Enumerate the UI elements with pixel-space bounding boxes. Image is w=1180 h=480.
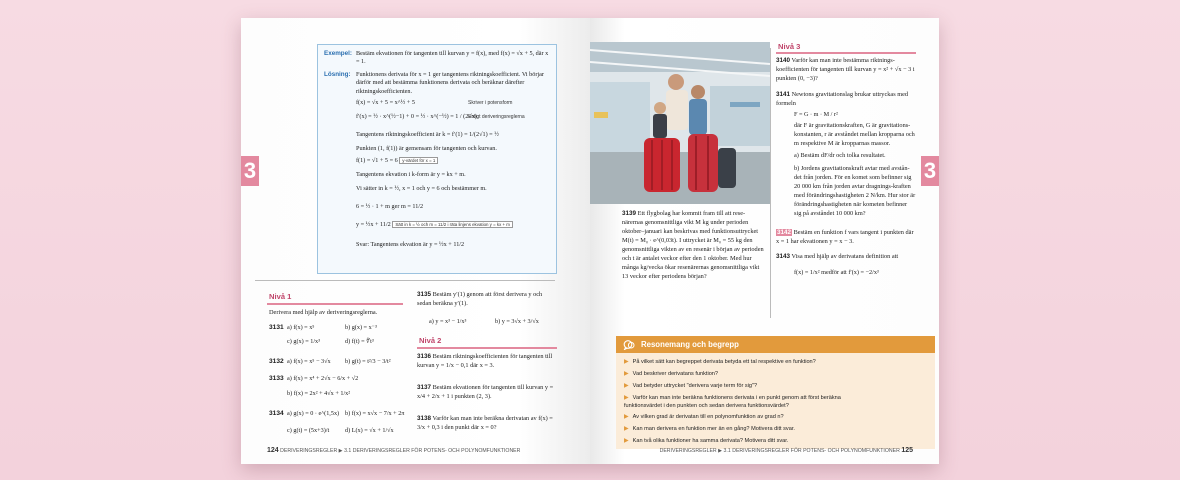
problem-3139	[622, 210, 764, 282]
right-footer-text: DERIVERINGSREGLER ▶ 3.1 DERIVERINGSREGLER FÖR POTENS- OCH POLYNOMFUNKTIONER	[659, 448, 900, 454]
arrow-icon: ▶	[624, 395, 629, 401]
reasoning-item-text: Kan två olika funktioner ha samma derivata? Motivera ditt svar.	[632, 438, 789, 444]
problem-number: 3143	[776, 253, 791, 260]
problem-3140-text: Varför kan man inte bestämma riktnings-koefficienten för tangenten till kurvan y = x² + √x − 3 i punkten (0, −3)?	[776, 57, 915, 82]
problem-3142-text: Bestäm en funktion f vars tangent i punkten där x = 1 har ekvationen y = x − 3.	[776, 229, 914, 245]
problem-3141-b: b) Jordens gravitationskraft avtar med avstån-det från jorden. För en komet som befinner sig 20 000 km från jorden avtar dragnings-kraften med förändringshastigheten 2 N/km. Hur stor är förändringshastigheten när kometen befinner sig på avståndet 10 000 km?	[794, 165, 916, 217]
f1-value: f(1) = √1 + 5 = 6	[356, 157, 398, 164]
final-callout: Sätt in k = ½ och m = 11/2 i räta linjens ekvation y = kx + m	[392, 221, 513, 228]
final-equation: y = ½x + 11/2	[356, 221, 391, 228]
arrow-icon: ▶	[624, 371, 629, 377]
arrow-icon: ▶	[624, 426, 629, 432]
reasoning-title: Resonemang och begrepp	[641, 340, 739, 349]
page-number-right: 125	[901, 447, 913, 454]
reasoning-item	[624, 370, 924, 379]
problem-3134-b: b) f(x) = x√x − 7/x + 2π	[345, 410, 405, 417]
problem-3131-c: c) g(x) = 1/x³	[287, 338, 321, 345]
divider	[255, 280, 555, 281]
newton-formula: F = G · m · M / r²	[794, 111, 838, 118]
level-3-rule	[776, 52, 916, 54]
level-1-heading: Nivå 1	[269, 292, 292, 301]
f1-eq	[356, 157, 438, 165]
level-2-rule	[417, 347, 557, 349]
problem-3139-text: Ett flygbolag har kommit fram till att rese-närernas genomsnittliga vikt M kg under perioden oktober–januari kan beskrivas med funktionsuttrycket M(t) = M₀ · e^(0,03t). I uttrycket är M₀ = 55 kg den genomsnittliga vikten av en resenär i början av perioden och t är antalet veckor efter den 1 oktober. Med hur många kg/vecka ökar resenärernas genomsnittliga vikt 13 veckor efter periodens början?	[622, 210, 764, 280]
problem-3140	[776, 57, 916, 84]
reasoning-item-text: Varför kan man inte beräkna funktionens derivata i en punkt genom att först beräkna funktionsvärdet i den punkten och sedan derivera funktionsvärdet?	[624, 395, 841, 409]
level-1-instruction: Derivera med hjälp av deriveringsreglerna.	[269, 309, 378, 316]
reasoning-item	[624, 437, 924, 446]
problem-3141	[776, 91, 916, 109]
problem-3135-b: b) y = 3√x + 3/√x	[495, 318, 539, 325]
reasoning-item-text: Vad betyder uttrycket "derivera varje term för sig"?	[632, 383, 758, 389]
problem-3135-a: a) y = x³ − 1/x³	[429, 318, 467, 325]
problem-number: 3137	[417, 384, 432, 391]
right-footer	[660, 447, 913, 454]
left-footer	[267, 447, 520, 454]
reasoning-item-text: Av vilken grad är derivatan till en polynomfunktion av grad n?	[632, 414, 784, 420]
problem-3132	[269, 358, 284, 365]
m-equation: 6 = ½ · 1 + m ger m = 11/2	[356, 203, 424, 210]
chapter-tab-right: 3	[921, 156, 939, 186]
reasoning-item	[624, 382, 924, 391]
problem-3132-a: a) f(x) = x⁵ − 3√x	[287, 358, 331, 365]
speech-bubble-icon	[623, 340, 635, 350]
problem-number: 3132	[269, 358, 284, 365]
problem-3131-b: b) g(x) = x⁻³	[345, 324, 377, 331]
problem-number: 3133	[269, 375, 284, 382]
reasoning-item	[624, 413, 924, 422]
column-divider	[770, 48, 771, 318]
reasoning-item	[624, 425, 924, 434]
problem-3134-d: d) L(x) = √x + 1/√x	[345, 427, 394, 434]
level-3-heading: Nivå 3	[778, 42, 801, 51]
arrow-icon: ▶	[624, 438, 629, 444]
reasoning-item-text: Vad beskriver derivatans funktion?	[632, 371, 719, 377]
problem-number: 3140	[776, 57, 791, 64]
substitution: Vi sätter in k = ½, x = 1 och y = 6 och bestämmer m.	[356, 185, 487, 192]
problem-3134-a: a) g(x) = 0 · e^(1,5x)	[287, 410, 340, 417]
slope-line: Tangentens riktningskoefficient är k = f′(1) = 1/(2√1) = ½	[356, 131, 499, 138]
textbook-spread	[241, 18, 939, 464]
problem-3135	[417, 291, 557, 309]
problem-number: 3131	[269, 324, 284, 331]
problem-3138-text: Varför kan man inte beräkna derivatan av f(x) = 3/x + 0,3 i den punkt där x = 0?	[417, 415, 553, 431]
airport-family-photo	[590, 42, 770, 204]
problem-3136-text: Bestäm riktningskoefficienten för tangenten till kurvan y = 1/x − 0,1 där x = 3.	[417, 353, 553, 369]
problem-3134-c: c) g(t) = (5x+3)/t	[287, 427, 330, 434]
problem-3141-a: a) Bestäm dF/dr och tolka resultatet.	[794, 152, 886, 159]
solution-label: Lösning:	[324, 71, 351, 78]
f1-callout: y-värdet för x = 1	[399, 157, 438, 164]
problem-3132-b: b) g(t) = t²/3 − 3/t²	[345, 358, 391, 365]
left-footer-text: DERIVERINGSREGLER ▶ 3.1 DERIVERINGSREGLER FÖR POTENS- OCH POLYNOMFUNKTIONER	[280, 448, 521, 454]
arrow-icon: ▶	[624, 359, 629, 365]
problem-3143-eq: f(x) = 1/x² medför att f′(x) = −2/x³	[794, 269, 879, 276]
equation-1: f(x) = √x + 5 = x^½ + 5	[356, 99, 415, 106]
problem-number: 3139	[622, 210, 637, 217]
solution-intro: Funktionens derivata för x = 1 ger tangentens riktningskoefficient. Vi börjar därför med att bestämma funktionens derivata och beräknar därefter riktningskoefficienten.	[356, 71, 544, 95]
problem-3133-b: b) f(x) = 2x² + 4√x + 1/x²	[287, 390, 351, 397]
equation-2: f′(x) = ½ · x^(½−1) + 0 = ½ · x^(−½) = 1 / (2√x)	[356, 113, 477, 120]
problem-number: 3138	[417, 415, 432, 422]
line-form: Tangentens ekvation i k-form är y = kx + m.	[356, 171, 466, 178]
example-question: Bestäm ekvationen för tangenten till kurvan y = f(x), med f(x) = √x + 5, där x = 1.	[356, 50, 549, 66]
problem-3141-intro: Newtons gravitationslag brukar uttryckas med formeln	[776, 91, 909, 107]
problem-3138	[417, 415, 557, 433]
chapter-tab-left: 3	[241, 156, 259, 186]
reasoning-list	[616, 353, 935, 449]
point-text: Punkten (1, f(1)) är gemensam för tangenten och kurvan.	[356, 145, 497, 152]
final-equation-row	[356, 221, 513, 229]
problem-3141-desc: där F är gravitationskraften, G är gravitations-konstanten, r är avståndet mellan kropparna och m respektive M är kropparnas massor.	[794, 122, 915, 147]
page-number-left: 124	[267, 447, 279, 454]
problem-number: 3141	[776, 91, 791, 98]
reasoning-header	[616, 336, 935, 353]
reasoning-item-text: Kan man derivera en funktion mer än en gång? Motivera ditt svar.	[632, 426, 795, 432]
problem-number: 3136	[417, 353, 432, 360]
equation-2-note: Enligt deriveringsreglerna	[468, 114, 525, 120]
problem-3143	[776, 253, 916, 262]
problem-number-highlighted: 3142	[777, 229, 792, 236]
arrow-icon: ▶	[624, 414, 629, 420]
problem-3131	[269, 324, 284, 331]
arrow-icon: ▶	[624, 383, 629, 389]
problem-3137-text: Bestäm ekvationen för tangenten till kurvan y = x/4 + 2/x + 1 i punkten (2, 3).	[417, 384, 554, 400]
reasoning-item	[624, 358, 924, 367]
reasoning-item-text: På vilket sätt kan begreppet derivata betyda ett tal respektive en funktion?	[632, 359, 816, 365]
level-2-heading: Nivå 2	[419, 336, 442, 345]
problem-3134	[269, 410, 284, 417]
problem-3135-text: Bestäm y′(1) genom att först derivera y och sedan beräkna y′(1).	[417, 291, 543, 307]
problem-3136	[417, 353, 557, 371]
answer: Svar: Tangentens ekvation är y = ½x + 11/2	[356, 241, 465, 248]
right-page	[590, 18, 939, 464]
problem-3143-text: Visa med hjälp av derivatans definition att	[791, 253, 899, 260]
problem-3133	[269, 375, 284, 382]
problem-number: 3135	[417, 291, 432, 298]
problem-number: 3134	[269, 410, 284, 417]
example-label: Exempel:	[324, 50, 352, 57]
problem-3131-d: d) f(t) = ∜t³	[345, 338, 374, 345]
left-page	[241, 18, 590, 464]
reasoning-item	[624, 394, 844, 411]
problem-3142	[776, 229, 916, 247]
problem-3137	[417, 384, 557, 402]
problem-3131-a: a) f(x) = x⁵	[287, 324, 315, 331]
equation-1-note: Skriver i potensform	[468, 100, 513, 106]
level-1-rule	[267, 303, 403, 305]
problem-3133-a: a) f(x) = x⁴ + 2√x − 6/x + √2	[287, 375, 359, 382]
example-box	[317, 44, 557, 274]
photo-illustration	[590, 42, 770, 204]
